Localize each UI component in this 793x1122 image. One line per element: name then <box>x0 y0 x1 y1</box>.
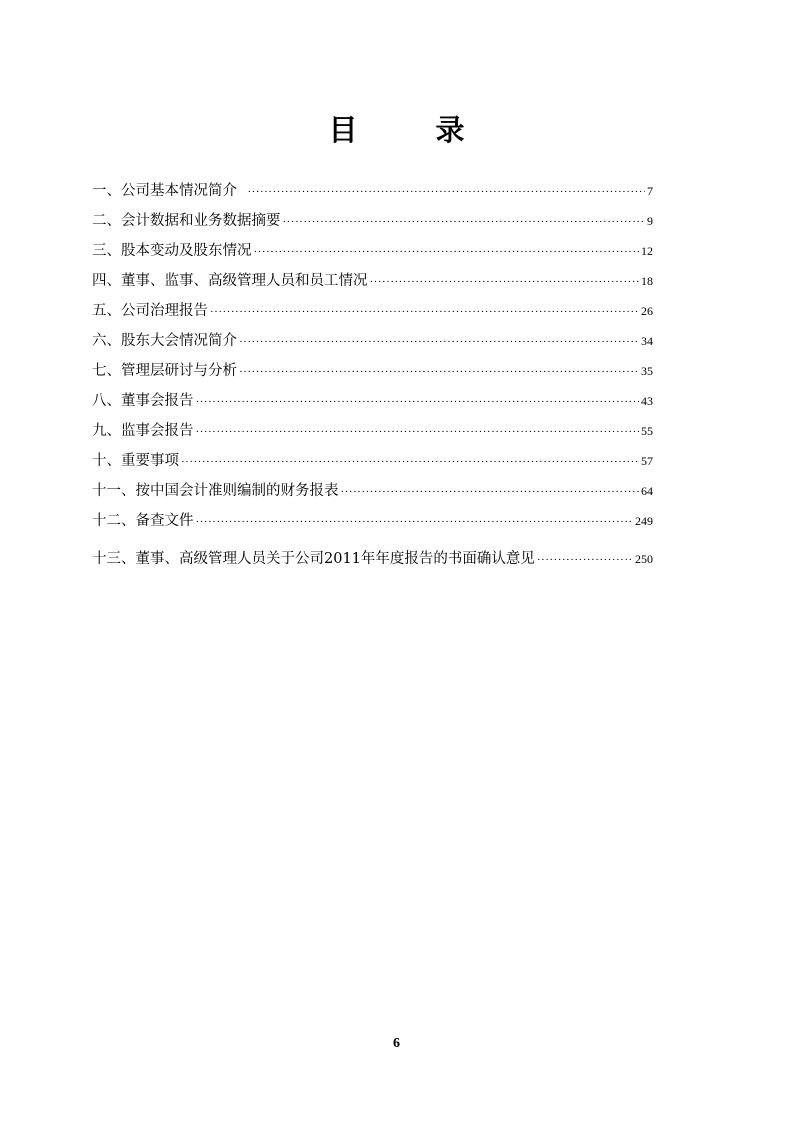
toc-leader-dots <box>196 507 634 537</box>
toc-entry-label: 五、公司治理报告 <box>92 303 208 319</box>
toc-entry-page: 7 <box>647 184 653 198</box>
toc-entry[interactable] <box>92 266 653 296</box>
toc-entry-label: 九、监事会报告 <box>92 423 194 439</box>
toc-leader-dots <box>370 267 640 297</box>
toc-entry-label: 三、股本变动及股东情况 <box>92 243 252 259</box>
toc-entry[interactable] <box>92 446 653 476</box>
toc-leader-dots <box>537 545 633 575</box>
toc-entry-page: 64 <box>641 484 653 498</box>
toc-leader-dots <box>341 477 640 507</box>
toc-leader-dots <box>239 357 639 387</box>
toc-entry[interactable] <box>92 176 653 206</box>
toc-entry[interactable] <box>92 416 653 446</box>
page-title: 目 录 <box>328 113 499 147</box>
toc-entry-label: 八、董事会报告 <box>92 393 194 409</box>
toc-entry[interactable] <box>92 386 653 416</box>
toc-entry[interactable] <box>92 326 653 356</box>
toc-leader-dots <box>254 237 640 267</box>
toc-entry-page: 18 <box>641 274 653 288</box>
toc-entry[interactable] <box>92 206 653 236</box>
toc-leader-dots <box>210 297 639 327</box>
toc-entry[interactable] <box>92 236 653 266</box>
toc-entry-label: 十、重要事项 <box>92 453 179 469</box>
toc-entry-page: 26 <box>641 304 653 318</box>
toc-entry-page: 9 <box>647 214 653 228</box>
toc-entry[interactable] <box>92 296 653 326</box>
toc-entry-page: 34 <box>641 334 653 348</box>
toc-leader-dots <box>239 327 639 357</box>
toc-entry-page: 55 <box>641 424 653 438</box>
toc-entry-label: 七、管理层研讨与分析 <box>92 363 237 379</box>
toc-entry-label: 十二、备查文件 <box>92 513 194 529</box>
toc-leader-dots <box>247 177 645 207</box>
toc-leader-dots <box>181 447 639 477</box>
toc-entry-page: 57 <box>641 454 653 468</box>
toc-entry-label: 六、股东大会情况简介 <box>92 333 237 349</box>
toc-entry[interactable] <box>92 356 653 386</box>
toc-entry-label: 十三、董事、高级管理人员关于公司2011年年度报告的书面确认意见 <box>92 551 535 567</box>
toc-entry-label: 四、董事、监事、高级管理人员和员工情况 <box>92 273 368 289</box>
toc-leader-dots <box>283 207 646 237</box>
page-number: 6 <box>393 1036 400 1051</box>
toc-leader-dots <box>196 387 640 417</box>
toc-entry[interactable] <box>92 506 653 536</box>
toc-leader-dots <box>196 417 640 447</box>
toc-entry-page: 12 <box>641 244 653 258</box>
toc-entry-page: 43 <box>641 394 653 408</box>
toc-entry-label: 二、会计数据和业务数据摘要 <box>92 213 281 229</box>
toc-entry-label: 十一、按中国会计准则编制的财务报表 <box>92 483 339 499</box>
toc-entry-label: 一、公司基本情况简介 <box>92 183 237 199</box>
toc-entry-page: 249 <box>635 514 653 528</box>
toc-entry-page: 250 <box>635 552 653 566</box>
toc-entry[interactable] <box>92 476 653 506</box>
table-of-contents <box>92 176 653 574</box>
toc-entry[interactable] <box>92 544 653 574</box>
toc-entry-page: 35 <box>641 364 653 378</box>
